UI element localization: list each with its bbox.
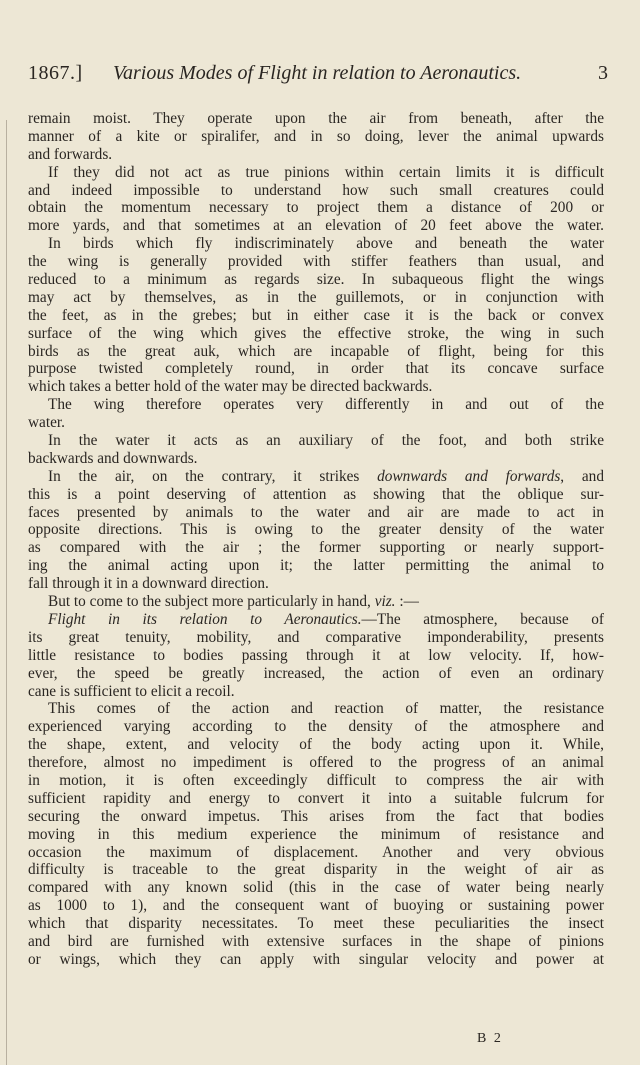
text-line: more yards, and that sometimes at an elevation of 20 feet above the water. <box>28 217 604 235</box>
text-line: experienced varying according to the density of the atmosphere and <box>28 718 604 736</box>
text-line: obtain the momentum necessary to project them a distance of 200 or <box>28 199 604 217</box>
text-line: which takes a better hold of the water may be directed backwards. <box>28 378 433 396</box>
text-line: opposite directions. This is owing to the greater density of the water <box>28 521 604 539</box>
running-header <box>28 60 608 88</box>
text-line: ing the animal acting upon it; the latter permitting the animal to <box>28 557 604 575</box>
text-line: backwards and downwards. <box>28 449 198 467</box>
text-line: faces presented by animals to the water and air are made to act in <box>28 503 604 521</box>
text-line: remain moist. They operate upon the air from beneath, after the <box>28 110 604 127</box>
text-line: in motion, it is often exceedingly difficult to compress the air with <box>28 771 604 789</box>
text-line: therefore, almost no impediment is offered to the progress of an animal <box>28 754 604 772</box>
text-line: the wing is generally provided with stiffer feathers than usual, and <box>28 253 604 271</box>
text-line: which that disparity necessitates. To meet these peculiarities the insect <box>28 915 604 933</box>
text-line: and bird are furnished with extensive surfaces in the shape of pinions <box>28 932 604 950</box>
text-line: moving in this medium experience the minimum of resistance and <box>28 825 604 843</box>
text-line: may act by themselves, as in the guillemots, or in conjunction with <box>28 288 604 306</box>
text-line: difficulty is traceable to the great disparity in the weight of air as <box>28 861 604 879</box>
page-edge-line <box>6 120 7 1065</box>
text-line: the shape, extent, and velocity of the body acting upon it. While, <box>28 736 604 754</box>
section-heading-line <box>28 611 604 629</box>
page-number: 3 <box>598 62 608 84</box>
text-line: as 1000 to 1), and the consequent want of buoying or sustaining power <box>28 897 604 915</box>
text-line <box>28 468 604 486</box>
text-line: or wings, which they can apply with singular velocity and power at <box>28 950 604 968</box>
text-line: its great tenuity, mobility, and comparative imponderability, presents <box>28 628 604 646</box>
section-heading: Flight in its relation to Aeronautics. <box>48 610 362 628</box>
text-line: In the water it acts as an auxiliary of the foot, and both strike <box>48 432 604 450</box>
text-line: as compared with the air ; the former supporting or nearly support- <box>28 539 604 557</box>
text-line: this is a point deserving of attention as showing that the oblique sur- <box>28 485 604 503</box>
text-line: The wing therefore operates very differently in and out of the <box>48 396 604 414</box>
header-title: Various Modes of Flight in relation to Aeronautics. <box>113 62 522 84</box>
text-run: :— <box>395 593 419 611</box>
text-line: surface of the wing which gives the effective stroke, the wing in such <box>28 324 604 342</box>
text-line: and forwards. <box>28 145 113 163</box>
text-run: But to come to the subject more particularly in hand, <box>48 593 375 611</box>
text-line: manner of a kite or spiralifer, and in so doing, lever the animal upwards <box>28 127 604 145</box>
emphasis-text: viz. <box>374 593 396 611</box>
text-line: In birds which fly indiscriminately above and beneath the water <box>48 235 604 253</box>
text-line: sufficient rapidity and energy to convert it into a suitable fulcrum for <box>28 789 604 807</box>
text-run: , and <box>560 467 604 485</box>
text-run: —The atmosphere, because of <box>361 610 604 628</box>
text-line: little resistance to bodies passing through it at low velocity. If, how- <box>28 646 604 664</box>
text-line: This comes of the action and reaction of matter, the resistance <box>48 700 604 718</box>
text-line: cane is sufficient to elicit a recoil. <box>28 682 235 700</box>
emphasis-text: downwards and forwards <box>377 467 561 485</box>
text-line: reduced to a minimum as regards size. In subaqueous flight the wings <box>28 271 604 289</box>
text-line <box>28 593 604 611</box>
text-line: the feet, as in the grebes; but in either case it is the back or convex <box>28 306 604 324</box>
text-line: water. <box>28 414 65 432</box>
text-line: and indeed impossible to understand how such small creatures could <box>28 181 604 199</box>
text-line: fall through it in a downward direction. <box>28 575 269 593</box>
text-line: purpose twisted completely round, in order that its concave surface <box>28 360 604 378</box>
header-year: 1867.] <box>28 62 83 84</box>
text-line: compared with any known solid (this in the case of water being nearly <box>28 879 604 897</box>
text-run: In the air, on the contrary, it strikes <box>48 467 378 485</box>
body-text <box>28 110 604 969</box>
text-line: securing the onward impetus. This arises from the fact that bodies <box>28 807 604 825</box>
text-line: occasion the maximum of displacement. Another and very obvious <box>28 843 604 861</box>
text-line: ever, the speed be greatly increased, the action of even an ordinary <box>28 664 604 682</box>
signature-mark: B 2 <box>477 1031 503 1046</box>
text-line: birds as the great auk, which are incapable of flight, being for this <box>28 342 604 360</box>
text-line: If they did not act as true pinions within certain limits it is difficult <box>48 163 604 181</box>
